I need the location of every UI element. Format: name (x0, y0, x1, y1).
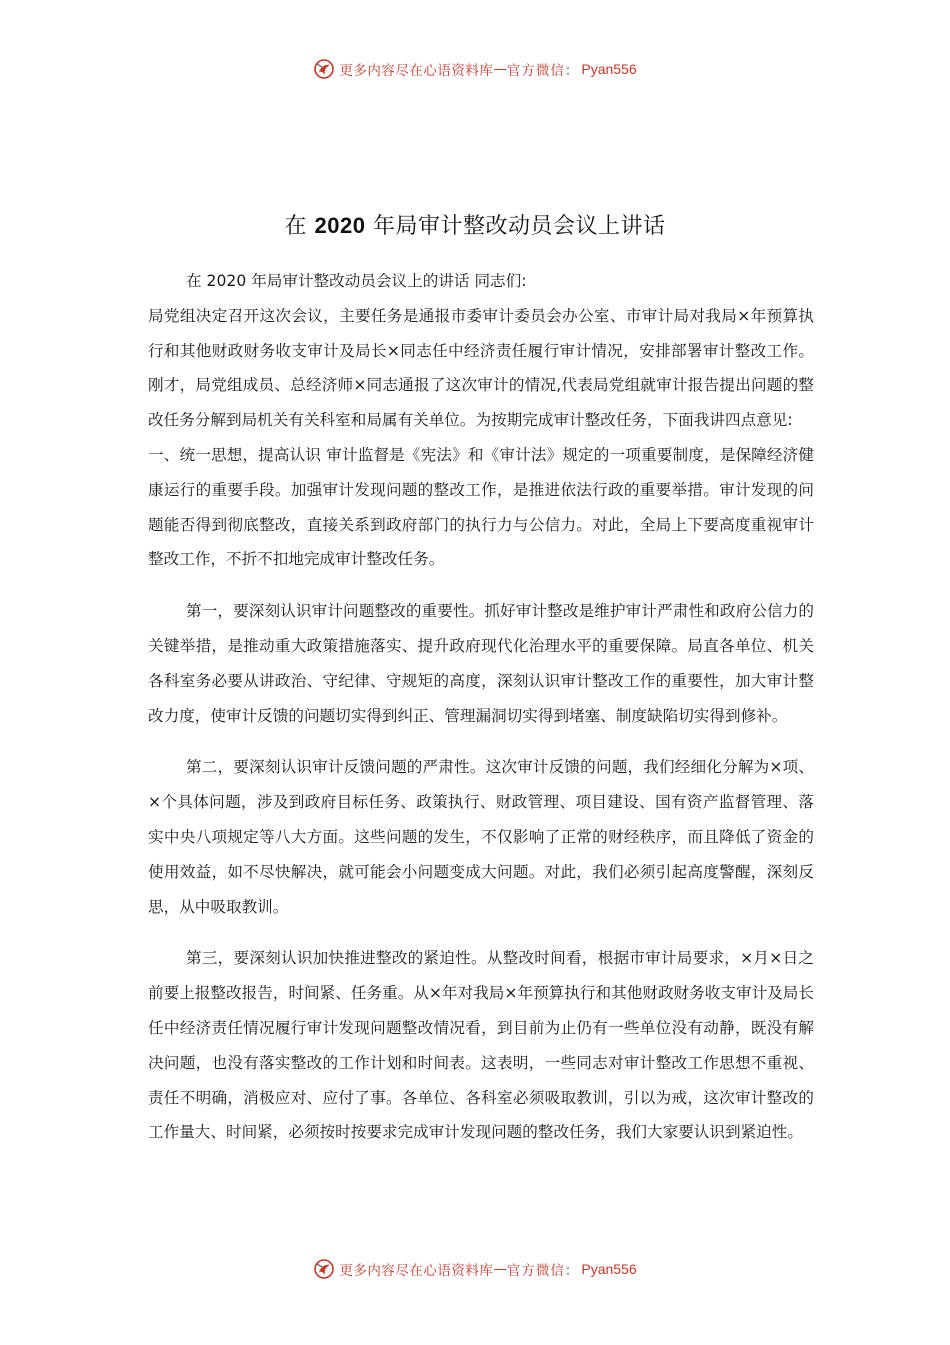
paragraph-section-one: 一、统一思想，提高认识 审计监督是《宪法》和《审计法》规定的一项重要制度，是保障经济健康运行的重要手段。加强审计发现问题的整改工作，是推进依法行政的重要举措。审计发现的问题能否得到彻底整改，直接关系到政府部门的执行力与公信力。对此，全局上下要高度重视审计整改工作，不折不扣地完成审计整改任务。 (148, 445, 814, 569)
title-year: 2020 (314, 213, 366, 238)
paragraph-intro: 在 2020 年局审计整改动员会议上的讲话 同志们: (186, 272, 527, 290)
watermark-dash: — (493, 1261, 507, 1277)
watermark-footer (0, 1258, 950, 1280)
title-pre: 在 (284, 214, 308, 239)
watermark-id: Pyan556 (581, 61, 637, 77)
watermark-header (0, 58, 950, 80)
paragraph-third-point: 第三，要深刻认识加快推进整改的紧迫性。从整改时间看，根据市审计局要求，×月×日之前要上报整改报告，时间紧、任务重。从×年对我局×年预算执行和其他财政财务收支审计及局长任中经济责任情况履行审计发现问题整改情况看，到目前为止仍有一些单位没有动静，既没有解决问题，也没有落实整改的工作计划和时间表。这表明，一些同志对审计整改工作思想不重视、责任不明确，消极应对、应付了事。各单位、各科室必须吸取教训，引以为戒，这次审计整改的工作量大、时间紧，必须按时按要求完成审计发现问题的整改任务，我们大家要认识到紧迫性。 (148, 949, 814, 1142)
document-title (0, 209, 950, 240)
watermark-label: 官方微信： (506, 1263, 580, 1279)
paragraph-second-point: 第二，要深刻认识审计反馈问题的严肃性。这次审计反馈的问题，我们经细化分解为×项、×个具体问题，涉及到政府目标任务、政策执行、财政管理、项目建设、国有资产监督管理、落实中央八项规定等八大方面。这些问题的发生，不仅影响了正常的财经秩序，而且降低了资金的使用效益，如不尽快解决，就可能会小问题变成大问题。对此，我们必须引起高度警醒，深刻反思，从中吸取教训。 (148, 758, 814, 916)
paragraph-first-point: 第一，要深刻认识审计问题整改的重要性。抓好审计整改是维护审计严肃性和政府公信力的关键举措，是推动重大政策措施落实、提升政府现代化治理水平的重要保障。局直各单位、机关各科室务必要从讲政治、守纪律、守规矩的高度，深刻认识审计整改工作的重要性，加大审计整改力度，使审计反馈的问题切实得到纠正、管理漏洞切实得到堵塞、制度缺陷切实得到修补。 (148, 602, 814, 725)
document-body (148, 264, 814, 1150)
watermark-site: 更多内容尽在心语资料库 (339, 1263, 494, 1279)
watermark-site: 更多内容尽在心语资料库 (339, 63, 494, 79)
watermark-dash: — (493, 61, 507, 77)
title-post: 年局审计整改动员会议上讲话 (372, 214, 666, 239)
dragon-logo-icon (313, 1258, 335, 1280)
paragraph-opening: 局党组决定召开这次会议，主要任务是通报市委审计委员会办公室、市审计局对我局×年预算执行和其他财政财务收支审计及局长×同志任中经济责任履行审计情况，安排部署审计整改工作。刚才，局党组成员、总经济师×同志通报了这次审计的情况,代表局党组就审计报告提出问题的整改任务分解到局机关有关科室和局属有关单位。为按期完成审计整改任务，下面我讲四点意见: (148, 306, 814, 430)
watermark-id: Pyan556 (581, 1261, 637, 1277)
watermark-label: 官方微信： (506, 63, 580, 79)
dragon-logo-icon (313, 58, 335, 80)
